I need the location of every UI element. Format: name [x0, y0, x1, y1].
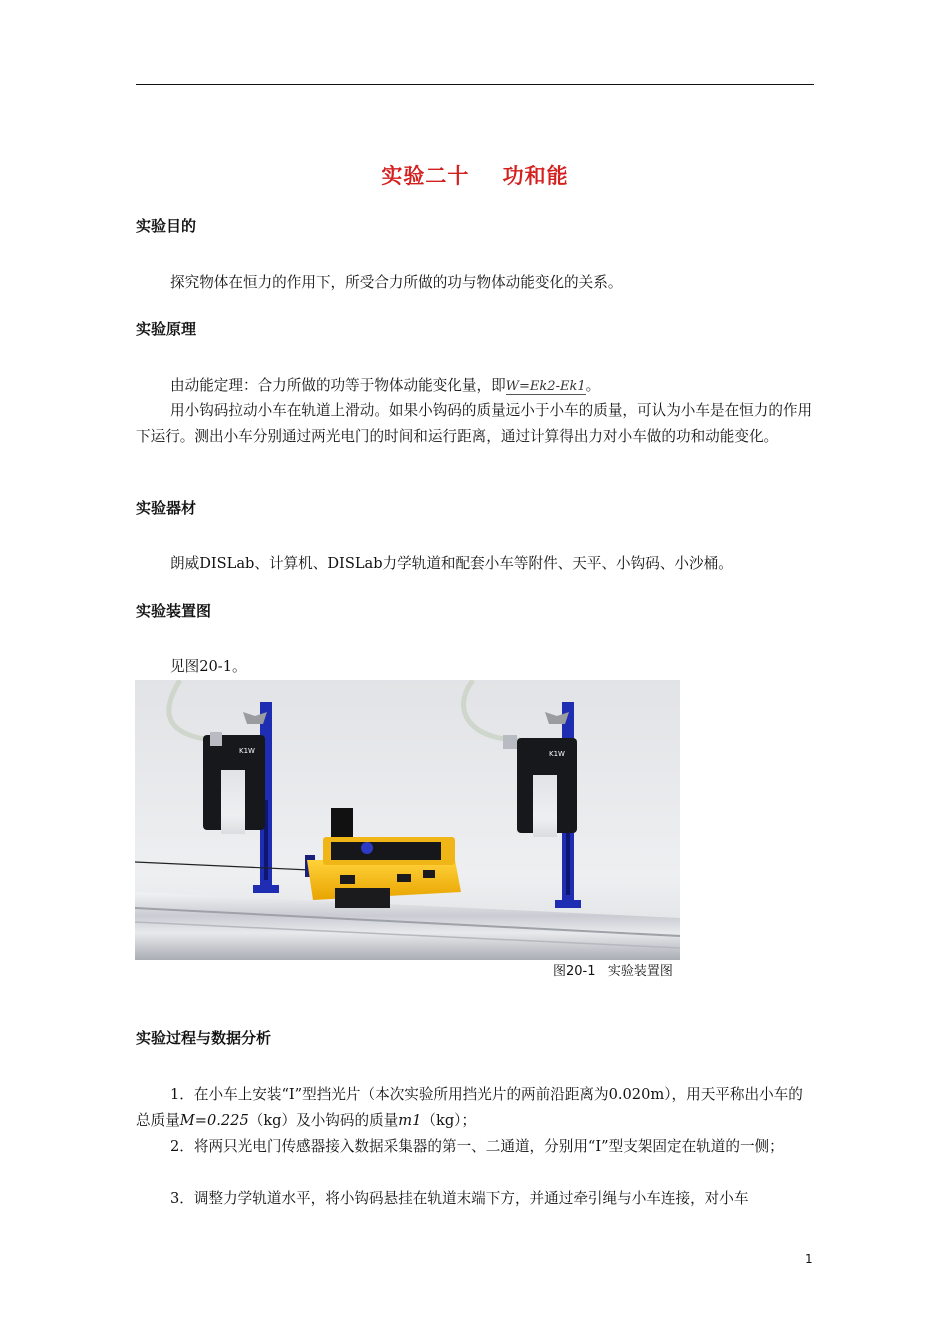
heading-principle: 实验原理 [136, 320, 197, 338]
heading-setup: 实验装置图 [136, 602, 212, 620]
step1-text-b: （kg）及小钩码的质量 [248, 1112, 399, 1129]
principle-line1-suffix: 。 [585, 377, 601, 394]
principle-line1-prefix: 由动能定理：合力所做的功等于物体动能变化量，即 [170, 377, 506, 394]
procedure-step-2: 2．将两只光电门传感器接入数据采集器的第一、二通道，分别用“I”型支架固定在轨道的一侧； [170, 1138, 784, 1155]
step1-text-c: （kg）； [421, 1112, 477, 1129]
document-title: 实验二十 功和能 [381, 164, 569, 188]
step1-text-a: 1．在小车上安装“I”型挡光片（本次实验所用挡光片的两前沿距离为0.020m），用天平称出小车的总质量 [136, 1086, 803, 1129]
heading-procedure: 实验过程与数据分析 [136, 1029, 272, 1047]
header-rule [136, 84, 814, 85]
photogate-label-left: K1W [239, 747, 255, 755]
experiment-setup-photo [135, 680, 680, 960]
heading-purpose: 实验目的 [136, 217, 197, 235]
photogate-label-right: K1W [549, 750, 565, 758]
heading-equipment: 实验器材 [136, 499, 197, 517]
procedure-step-3: 3．调整力学轨道水平，将小钩码悬挂在轨道末端下方，并通过牵引绳与小车连接，对小车 [170, 1190, 749, 1207]
page-number: 1 [805, 1252, 813, 1266]
cart-mass-value: M=0.225 [179, 1112, 249, 1129]
principle-paragraph: 用小钩码拉动小车在轨道上滑动。如果小钩码的质量远小于小车的质量，可认为小车是在恒力的作用下运行。测出小车分别通过两光电门的时间和运行距离，通过计算得出力对小车做的功和动能变化。 [136, 402, 813, 445]
procedure-step-1 [136, 1082, 816, 1134]
purpose-text: 探究物体在恒力的作用下，所受合力所做的功与物体动能变化的关系。 [170, 274, 623, 291]
hook-mass-symbol: m1 [398, 1112, 422, 1129]
figure-caption: 图20-1 实验装置图 [553, 964, 673, 979]
work-energy-formula: W=Ek2-Ek1 [505, 379, 586, 394]
equipment-text: 朗威DISLab、计算机、DISLab力学轨道和配套小车等附件、天平、小钩码、小沙桶。 [170, 555, 733, 572]
setup-text: 见图20-1。 [170, 658, 247, 675]
principle-line1 [136, 373, 816, 400]
